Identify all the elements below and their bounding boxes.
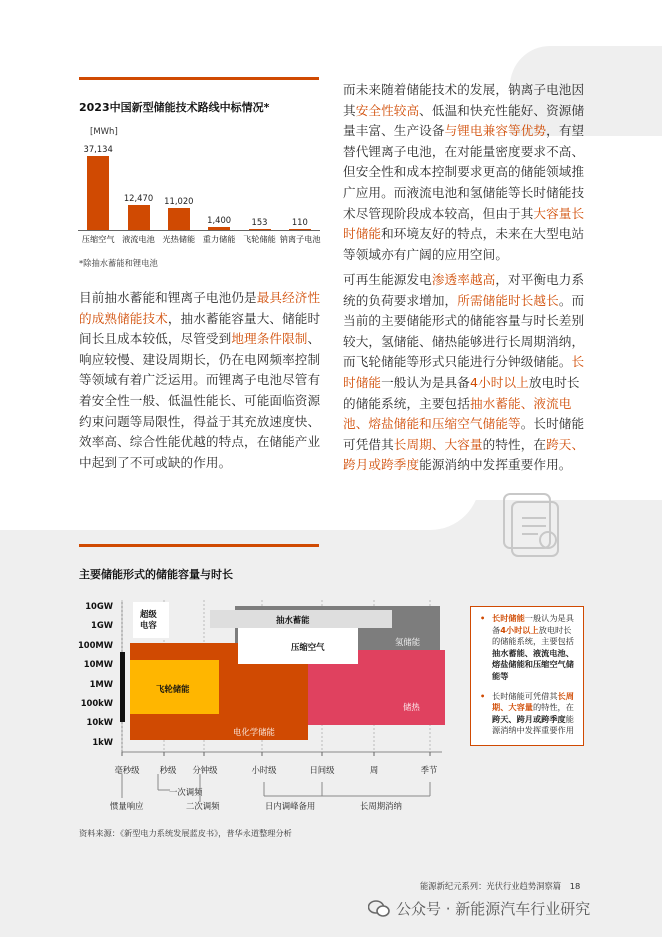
x-sub-label: 日内调峰备用	[265, 801, 316, 811]
text: 、低温和快充性能好、资源储量丰富、生产设备	[343, 102, 585, 139]
text: 。长时储能可凭借其	[343, 416, 585, 452]
highlight: 所需储能时长越长	[457, 292, 559, 308]
highlight: 4小时以上	[500, 624, 539, 635]
highlight: 长周期、大容量	[393, 436, 483, 452]
text: ，抽水蓄能容量大、储能时间长且成本较低，尽管受到	[79, 310, 321, 347]
x-tick: 小时级	[251, 765, 277, 775]
note-text	[492, 613, 575, 683]
highlight: 抽水蓄能、液流电池、熔盐储能和压缩空气储能等	[343, 395, 572, 432]
note-item	[480, 691, 575, 737]
highlight: 长时储能	[492, 613, 525, 623]
text: 能源消纳中发挥重要作用	[492, 713, 574, 736]
text: 的特性，在	[532, 702, 574, 713]
bar-chart-footnote: *除抽水蓄能和锂电池	[79, 258, 158, 268]
bar-value-label: 11,020	[164, 195, 194, 206]
note-item	[480, 613, 575, 683]
bar-chart-unit: [MWh]	[90, 127, 118, 137]
y-tick: 1MW	[89, 679, 113, 689]
document-icon	[488, 480, 570, 562]
highlight: 地理条件限制	[231, 331, 308, 347]
capacity-plot	[120, 600, 460, 755]
text: 和环境友好的特点，未来在大型电站等领域亦有广阔的应用空间。	[343, 226, 585, 262]
bar-chart-title: 2023中国新型储能技术路线中标情况*	[79, 101, 270, 114]
highlight: 与锂电兼容等优势	[444, 123, 547, 139]
y-tick: 1kW	[92, 737, 113, 747]
y-tick: 100MW	[77, 640, 113, 650]
right-paragraph-2	[343, 270, 585, 476]
bar	[208, 227, 230, 230]
x-sub-brackets	[110, 772, 450, 822]
text: 可再生能源发电	[343, 272, 432, 287]
y-tick: 100kW	[80, 698, 113, 708]
y-tick: 10MW	[83, 659, 113, 669]
text: 长时储能可凭借其	[492, 690, 558, 701]
text: ，有望替代锂离子电池，在对能量密度要求不高、但安全性和成本控制要求更高的储能领域推广应用。而液流电池和氢储能等长时储能技术尽管现阶段成本较高，但由于其	[343, 123, 585, 221]
x-tick: 周	[369, 765, 379, 775]
bold-text: 跨天、跨月或跨季度	[492, 713, 566, 724]
text: 。而当前的主要储能形式的储能容量与时长差别较大，氢储能、储热能够进行长周期消纳，而飞轮储能等形式只能进行分钟级储能。	[343, 292, 585, 370]
label-hydrogen: 氢储能	[395, 637, 421, 647]
highlight: 跨天、跨月或跨季度	[343, 436, 585, 473]
bottom-white-cutout	[0, 470, 480, 530]
watermark	[368, 898, 590, 919]
text: 一般认为是具备	[492, 613, 574, 635]
bar-value-label: 1,400	[207, 215, 232, 226]
right-paragraph-1	[343, 80, 585, 265]
bar-value-label: 153	[251, 217, 268, 227]
highlight: 长时储能	[343, 354, 585, 390]
highlight: 安全性较高	[355, 102, 420, 118]
x-sub-label: 惯量响应	[110, 801, 144, 811]
bar-category-label: 压缩空气	[81, 234, 115, 244]
label-heat: 储热	[403, 702, 420, 712]
text: 放电时长的储能系统，主要包括	[343, 374, 580, 411]
x-tick: 季节	[420, 765, 438, 775]
footer-series-text: 能源新纪元系列：光伏行业趋势洞察篇	[420, 881, 562, 891]
text: 能源消纳中发挥重要作用。	[419, 457, 572, 473]
x-tick: 毫秒级	[114, 765, 140, 775]
text: 而未来随着储能技术的发展，钠离子电池因其	[343, 82, 585, 118]
source-note: 资料来源：《新型电力系统发展蓝皮书》，普华永道整理分析	[79, 828, 292, 838]
text: 目前抽水蓄能和锂离子电池仍是	[79, 290, 257, 305]
bar	[168, 208, 190, 230]
bar	[249, 229, 271, 230]
y-tick: 10kW	[86, 717, 113, 727]
label-air: 压缩空气	[291, 642, 325, 652]
label-supercap: 超级电容	[140, 609, 157, 630]
highlight: 长周期、大容量	[492, 690, 574, 713]
watermark-text: 公众号 · 新能源汽车行业研究	[396, 900, 591, 918]
wechat-icon	[368, 900, 390, 918]
bar-value-label: 12,470	[123, 193, 154, 204]
y-tick: 1GW	[91, 620, 113, 630]
x-tick: 日间级	[309, 765, 335, 775]
left-paragraph	[79, 288, 323, 473]
bar	[289, 229, 311, 230]
bar-chart-rule	[79, 77, 319, 80]
text: 、响应较慢、建设周期长，仍在电网频率控制等领域有着广泛运用。而锂离子电池尽管有着安全性一般、低温性能长、可能面临资源约束问题等局限性，得益于其充放速度快、效率高、综合性能优越的特点，在储能产业中起到了不可或缺的作用。	[79, 331, 321, 470]
text: 放电时长的储能系统，主要包括	[492, 624, 574, 647]
bar-chart-baseline	[78, 230, 320, 231]
bullet-icon: •	[480, 613, 486, 623]
x-tick: 分钟级	[192, 765, 218, 775]
capacity-chart-rule	[79, 544, 319, 547]
highlight: 大容量长时储能	[343, 205, 585, 242]
text: 一般认为是具备	[381, 374, 470, 390]
bar-category-label: 光热储能	[162, 234, 196, 244]
label-flywheel: 飞轮储能	[156, 684, 190, 694]
text: 的特性，在	[482, 436, 547, 452]
note-text	[492, 691, 575, 737]
bar-category-label: 钠离子电池	[279, 234, 321, 244]
highlight: 渗透率越高	[431, 272, 496, 287]
label-pumped: 抽水蓄能	[276, 615, 310, 625]
bar-value-label: 110	[291, 217, 308, 227]
bar-category-label: 重力储能	[202, 234, 236, 244]
highlight: 最具经济性的成熟储能技术	[79, 290, 321, 326]
page-number: 18	[569, 881, 581, 891]
label-electrochem: 电化学储能	[233, 727, 275, 737]
x-sub-label: 二次调频	[186, 801, 220, 811]
x-sub-label: 一次调频	[169, 787, 203, 797]
bar-category-label: 液流电池	[122, 234, 155, 244]
y-tick: 10GW	[85, 601, 113, 611]
capacity-chart-title: 主要储能形式的储能容量与时长	[79, 568, 233, 581]
supercap-bar	[120, 652, 125, 722]
bar-category-label: 飞轮储能	[243, 234, 276, 244]
x-sub-label: 长周期消纳	[360, 801, 402, 811]
x-tick: 秒级	[159, 765, 177, 775]
highlight: 4小时以上	[469, 374, 529, 390]
bar	[128, 205, 150, 230]
bar	[87, 156, 109, 230]
footer-series	[420, 880, 580, 892]
long-duration-note-box	[470, 606, 584, 746]
bar-chart	[78, 140, 320, 252]
bar-value-label: 37,134	[83, 143, 113, 154]
bold-text: 抽水蓄能、液流电池、熔盐储能和压缩空气储能等	[492, 647, 574, 681]
bullet-icon: •	[480, 690, 486, 701]
text: ，对平衡电力系统的负荷要求增加，	[343, 272, 585, 308]
